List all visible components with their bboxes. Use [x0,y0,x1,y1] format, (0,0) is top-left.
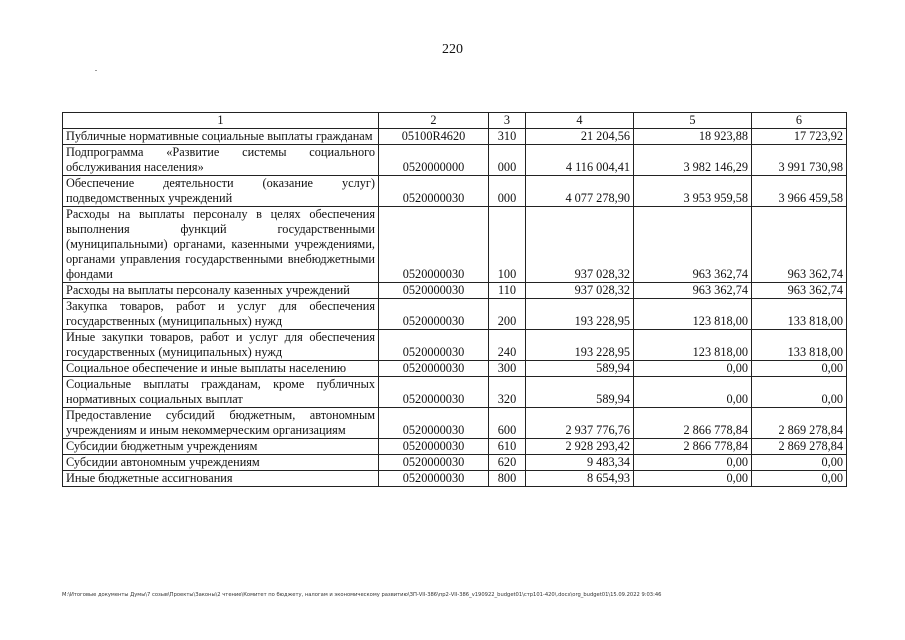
file-path-footer: M:\Итоговые документы Думы\7 созыв\Проекты\Законы\2 чтение\Комитет по бюджету, налогам и экономическому развитию\ЗП-VII-386\пр2-VII-386_v190922_budget01\стр101-420\.docx\org_budget01\15.09.2022 9:03:46 [62,592,662,598]
row-value-3-cell: 133 818,00 [752,299,847,330]
table-row [63,283,847,299]
row-name-cell: Социальные выплаты гражданам, кроме публичных нормативных социальных выплат [63,377,379,408]
row-vr-cell: 320 [489,377,526,408]
scan-speck [95,70,97,71]
row-code-cell: 0520000030 [379,408,489,439]
table-row [63,129,847,145]
row-value-1-cell: 589,94 [526,361,634,377]
row-value-1-cell: 193 228,95 [526,299,634,330]
row-name-cell: Иные закупки товаров, работ и услуг для обеспечения государственных (муниципальных) нужд [63,330,379,361]
table-row [63,455,847,471]
row-name-cell: Закупка товаров, работ и услуг для обеспечения государственных (муниципальных) нужд [63,299,379,330]
row-value-2-cell: 0,00 [634,377,752,408]
table-row [63,439,847,455]
row-value-3-cell: 0,00 [752,361,847,377]
table-row [63,145,847,176]
row-value-3-cell: 2 869 278,84 [752,439,847,455]
row-value-3-cell: 2 869 278,84 [752,408,847,439]
row-code-cell: 0520000030 [379,330,489,361]
row-name-cell: Социальное обеспечение и иные выплаты населению [63,361,379,377]
row-value-2-cell: 963 362,74 [634,207,752,283]
row-code-cell: 0520000030 [379,207,489,283]
row-value-2-cell: 3 982 146,29 [634,145,752,176]
row-value-1-cell: 4 077 278,90 [526,176,634,207]
row-value-1-cell: 589,94 [526,377,634,408]
row-value-2-cell: 2 866 778,84 [634,439,752,455]
row-vr-cell: 200 [489,299,526,330]
col-header-3: 3 [489,113,526,129]
row-code-cell: 05100R4620 [379,129,489,145]
row-name-cell: Предоставление субсидий бюджетным, автономным учреждениям и иным некоммерческим организациям [63,408,379,439]
table-row [63,176,847,207]
table-row [63,471,847,487]
row-vr-cell: 600 [489,408,526,439]
row-value-1-cell: 2 928 293,42 [526,439,634,455]
row-value-3-cell: 963 362,74 [752,207,847,283]
row-value-1-cell: 9 483,34 [526,455,634,471]
budget-table [62,112,847,487]
row-value-2-cell: 3 953 959,58 [634,176,752,207]
row-value-3-cell: 963 362,74 [752,283,847,299]
row-value-2-cell: 123 818,00 [634,299,752,330]
row-vr-cell: 310 [489,129,526,145]
row-value-2-cell: 123 818,00 [634,330,752,361]
row-vr-cell: 610 [489,439,526,455]
row-vr-cell: 300 [489,361,526,377]
row-value-2-cell: 0,00 [634,471,752,487]
row-code-cell: 0520000030 [379,471,489,487]
table-row [63,377,847,408]
row-value-2-cell: 0,00 [634,455,752,471]
table-row [63,299,847,330]
row-code-cell: 0520000030 [379,455,489,471]
row-code-cell: 0520000030 [379,361,489,377]
row-value-1-cell: 937 028,32 [526,207,634,283]
table-row [63,330,847,361]
row-value-1-cell: 193 228,95 [526,330,634,361]
table-row [63,361,847,377]
row-value-1-cell: 4 116 004,41 [526,145,634,176]
row-value-3-cell: 133 818,00 [752,330,847,361]
row-value-3-cell: 17 723,92 [752,129,847,145]
row-code-cell: 0520000030 [379,283,489,299]
row-name-cell: Субсидии бюджетным учреждениям [63,439,379,455]
row-value-3-cell: 3 991 730,98 [752,145,847,176]
row-code-cell: 0520000030 [379,439,489,455]
row-value-2-cell: 18 923,88 [634,129,752,145]
row-vr-cell: 100 [489,207,526,283]
col-header-4: 4 [526,113,634,129]
row-name-cell: Публичные нормативные социальные выплаты гражданам [63,129,379,145]
row-vr-cell: 110 [489,283,526,299]
col-header-5: 5 [634,113,752,129]
row-vr-cell: 000 [489,176,526,207]
table-row [63,207,847,283]
row-name-cell: Расходы на выплаты персоналу казенных учреждений [63,283,379,299]
header-row [63,113,847,129]
row-code-cell: 0520000000 [379,145,489,176]
row-value-3-cell: 0,00 [752,471,847,487]
row-code-cell: 0520000030 [379,299,489,330]
row-value-2-cell: 963 362,74 [634,283,752,299]
row-value-1-cell: 937 028,32 [526,283,634,299]
row-vr-cell: 000 [489,145,526,176]
page-number: 220 [442,42,463,57]
row-value-1-cell: 2 937 776,76 [526,408,634,439]
col-header-6: 6 [752,113,847,129]
row-name-cell: Субсидии автономным учреждениям [63,455,379,471]
row-value-3-cell: 3 966 459,58 [752,176,847,207]
table-row [63,408,847,439]
row-vr-cell: 800 [489,471,526,487]
row-vr-cell: 620 [489,455,526,471]
col-header-1: 1 [63,113,379,129]
row-name-cell: Расходы на выплаты персоналу в целях обеспечения выполнения функций государственными (муниципальными) органами, казенными учреждениями, органами управления государственными внебюджетными фондами [63,207,379,283]
row-value-2-cell: 0,00 [634,361,752,377]
row-name-cell: Подпрограмма «Развитие системы социального обслуживания населения» [63,145,379,176]
row-vr-cell: 240 [489,330,526,361]
row-code-cell: 0520000030 [379,176,489,207]
col-header-2: 2 [379,113,489,129]
row-value-1-cell: 21 204,56 [526,129,634,145]
row-value-3-cell: 0,00 [752,455,847,471]
row-value-3-cell: 0,00 [752,377,847,408]
row-code-cell: 0520000030 [379,377,489,408]
row-value-2-cell: 2 866 778,84 [634,408,752,439]
row-name-cell: Иные бюджетные ассигнования [63,471,379,487]
row-name-cell: Обеспечение деятельности (оказание услуг) подведомственных учреждений [63,176,379,207]
row-value-1-cell: 8 654,93 [526,471,634,487]
